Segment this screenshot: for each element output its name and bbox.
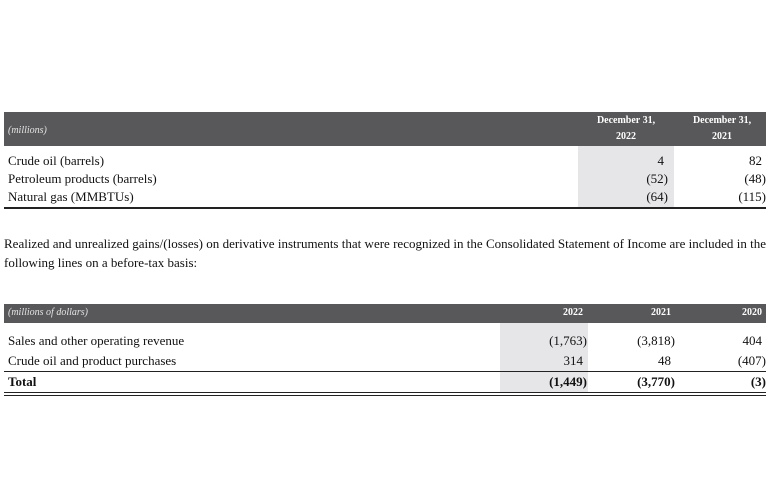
table-row-petroleum-products: [4, 170, 766, 188]
row-label: Petroleum products (barrels): [8, 171, 157, 186]
value-2020: (3): [750, 374, 766, 389]
column-header-2021: 2021: [651, 307, 671, 318]
row-label: Sales and other operating revenue: [8, 333, 185, 348]
row-label: Total: [8, 374, 37, 389]
table-header: [4, 112, 766, 146]
unit-label: (millions of dollars): [8, 307, 89, 318]
table-row-sales-revenue: [4, 332, 766, 350]
value-2020: (407): [737, 353, 766, 368]
row-label: Crude oil and product purchases: [8, 353, 177, 368]
value-2021: (115): [738, 189, 766, 204]
value-2021: 82: [749, 153, 762, 168]
row-label: Crude oil (barrels): [8, 153, 105, 168]
value-2021: 48: [658, 353, 671, 368]
table-row-natural-gas: [4, 188, 766, 206]
table-row-product-purchases: [4, 352, 766, 370]
total-top-rule: [4, 371, 766, 372]
value-2021: (3,770): [637, 374, 675, 389]
value-2022: (1,763): [549, 333, 587, 348]
value-2022: 314: [563, 353, 583, 368]
derivative-positions-table: [4, 112, 766, 209]
table-bottom-double-rule: [4, 395, 766, 396]
row-label: Natural gas (MMBTUs): [8, 189, 134, 204]
table-row-crude-oil: [4, 152, 766, 170]
unit-label: (millions): [8, 125, 47, 136]
table-bottom-rule: [4, 207, 766, 209]
table-row-total: [4, 373, 766, 391]
value-2022: (1,449): [549, 374, 587, 389]
table-bottom-rule: [4, 392, 766, 393]
body-paragraph: Realized and unrealized gains/(losses) on derivative instruments that were recognized in the Consolidated Statement of Income are included in the following lines on a before-tax basis:: [4, 236, 766, 270]
value-2022: (52): [646, 171, 668, 186]
value-2020: 404: [742, 333, 762, 348]
value-2022: (64): [646, 189, 668, 204]
table-header: [4, 304, 766, 323]
value-2021: (48): [744, 171, 766, 186]
column-header-2021: December 31, 2021: [692, 115, 752, 142]
value-2021: (3,818): [637, 333, 675, 348]
column-header-2022: 2022: [563, 307, 583, 318]
column-header-2020: 2020: [742, 307, 762, 318]
value-2022: 4: [657, 153, 664, 168]
column-header-2022: December 31, 2022: [596, 115, 656, 142]
derivative-gains-table: [4, 304, 766, 396]
